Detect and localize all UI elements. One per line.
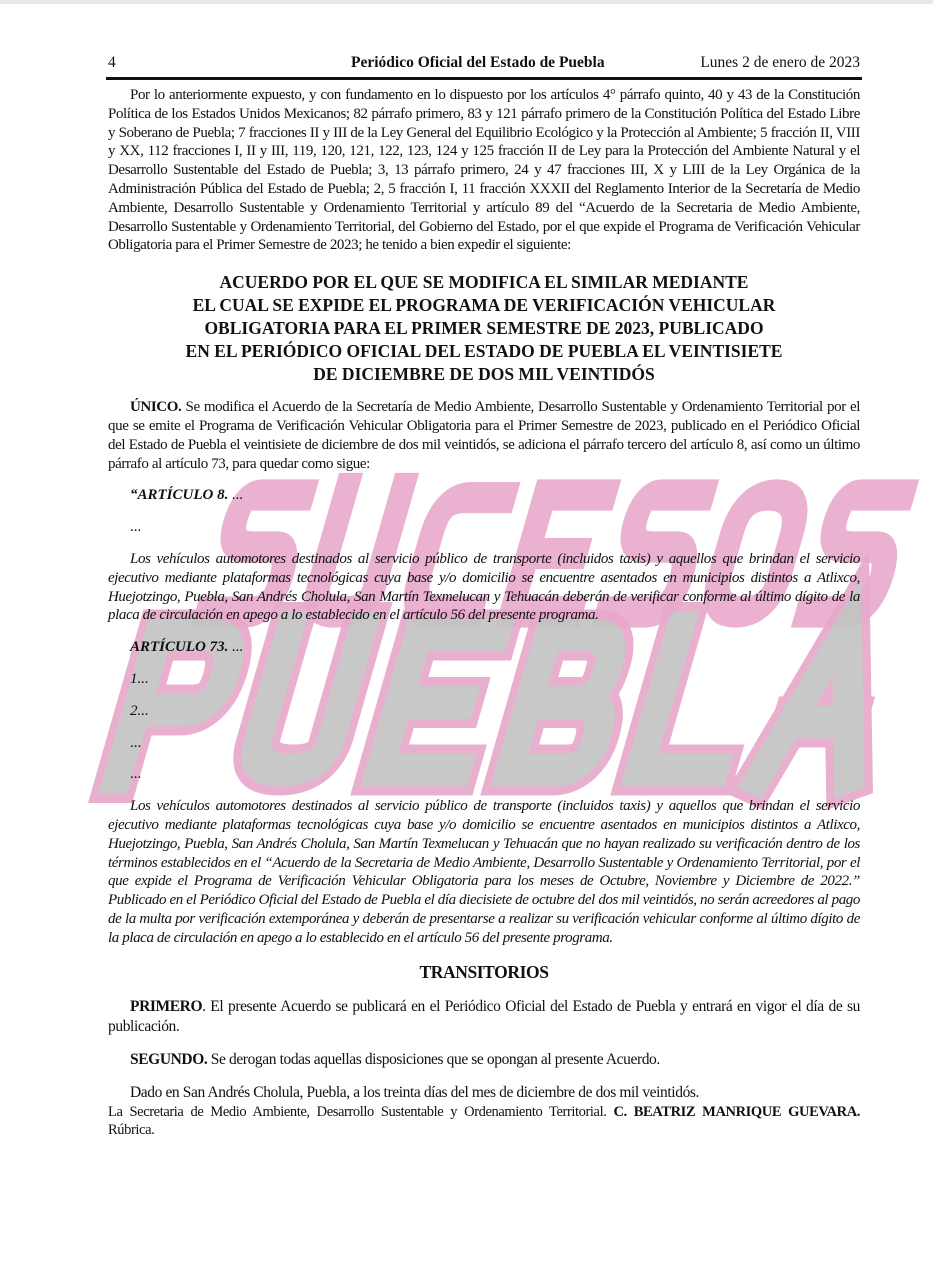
decree-title	[108, 271, 860, 386]
page-number: 4	[108, 54, 116, 71]
transitorios-heading: TRANSITORIOS	[419, 961, 549, 982]
unico-text: Se modifica el Acuerdo de la Secretaría de Medio Ambiente, Desarrollo Sustentable y Ordenamiento Territorial por el que se emite el Programa de Verificación Vehicular Obligatoria para el Primer Semestre de 2023, publicado en el Periódico Oficial del Estado de Puebla el veintisiete de diciembre de dos mil veintidós, se adiciona el párrafo tercero del artículo 8, así como un último párrafo al artículo 73, para quedar como sigue:	[108, 399, 860, 472]
title-line: EL CUAL SE EXPIDE EL PROGRAMA DE VERIFICACIÓN VEHICULAR	[192, 295, 776, 316]
signer-role: La Secretaria de Medio Ambiente, Desarrollo Sustentable y Ordenamiento Territorial.	[108, 1103, 614, 1120]
primero-paragraph	[108, 997, 860, 1037]
article-73-label: ARTÍCULO 73.	[130, 639, 229, 656]
article-73-heading	[108, 638, 860, 657]
segundo-label: SEGUNDO.	[130, 1050, 208, 1068]
article-8-label: “ARTÍCULO 8.	[130, 487, 229, 504]
fraction-item: ...	[130, 734, 142, 751]
segundo-paragraph	[108, 1050, 860, 1070]
unico-label: ÚNICO.	[130, 399, 182, 416]
intro-paragraph: Por lo anteriormente expuesto, y con fundamento en lo dispuesto por los artículos 4° párrafo quinto, 40 y 43 de la Constitución Política de los Estados Unidos Mexicanos; 82 párrafo primero, 83 y 121 párrafo primero de la Constitución Política del Estado Libre y Soberano de Puebla; 7 fracciones II y III de la Ley General del Equilibrio Ecológico y la Protección al Ambiente; 5 fracción II, VIII y XX, 112 fracciones I, II y III, 119, 120, 121, 122, 123, 124 y 125 fracción II de Ley para la Protección del Ambiente Natural y el Desarrollo Sustentable del Estado de Puebla; 3, 13 párrafo primero, 24 y 47 fracciones III, X y LIII de la Ley Orgánica de la Administración Pública del Estado de Puebla; 2, 5 fracción I, 11 fracción XXXII del Reglamento Interior de la Secretaría de Medio Ambiente, Desarrollo Sustentable y Ordenamiento Territorial y artículo 89 del “Acuerdo de la Secretaria de Medio Ambiente, Desarrollo Sustentable y Ordenamiento Territorial, del Gobierno del Estado, por el que expide el Programa de Verificación Vehicular Obligatoria para el Primer Semestre de 2023; he tenido a bien expedir el siguiente:	[108, 87, 860, 254]
dado-paragraph: Dado en San Andrés Cholula, Puebla, a los treinta días del mes de diciembre de dos mil veintidós.	[130, 1083, 700, 1101]
publication-date: Lunes 2 de enero de 2023	[700, 54, 860, 71]
document-body	[108, 0, 860, 1170]
primero-label: PRIMERO	[130, 997, 203, 1015]
publication-title: Periódico Oficial del Estado de Puebla	[351, 54, 605, 71]
primero-text: . El presente Acuerdo se publicará en el Periódico Oficial del Estado de Puebla y entrará en vigor el día de su publicación.	[108, 997, 860, 1035]
segundo-text: Se derogan todas aquellas disposiciones que se opongan al presente Acuerdo.	[207, 1050, 660, 1068]
signer-name: C. BEATRIZ MANRIQUE GUEVARA.	[613, 1103, 860, 1120]
fraction-item: 2...	[130, 702, 149, 719]
unico-paragraph	[108, 398, 860, 473]
signature-paragraph	[108, 1103, 860, 1140]
rubrica: Rúbrica.	[108, 1122, 155, 1138]
article-8-heading	[108, 486, 860, 505]
ellipsis: ...	[130, 519, 142, 536]
fraction-item: 1...	[130, 670, 149, 687]
title-line: EN EL PERIÓDICO OFICIAL DEL ESTADO DE PUEBLA EL VEINTISIETE	[185, 341, 783, 362]
ellipsis: ...	[228, 639, 244, 656]
article-73-paragraph: Los vehículos automotores destinados al servicio público de transporte (incluidos taxis) y aquellos que brindan el servicio ejecutivo mediante plataformas tecnológicas cuya base y/o domicilio se encuentre asentados en municipios distintos a Atlixco, Huejotzingo, Puebla, San Andrés Cholula, San Martín Texmelucan y Tehuacán que no hayan realizado su verificación dentro de los términos establecidos en el “Acuerdo de la Secretaria de Medio Ambiente, Desarrollo Sustentable y Ordenamiento Territorial, por el que expide el Programa de Verificación Vehicular Obligatoria para los meses de Octubre, Noviembre y Diciembre de 2022.” Publicado en el Periódico Oficial del Estado de Puebla el día diecisiete de octubre del dos mil veintidós, no serán acreedores al pago de la multa por verificación extemporánea y deberán de presentarse a realizar su verificación vehicular conforme al último dígito de la placa de circulación en apego a lo establecido en el artículo 56 del presente programa.	[108, 798, 860, 946]
title-line: DE DICIEMBRE DE DOS MIL VEINTIDÓS	[313, 364, 655, 385]
ellipsis: ...	[228, 487, 244, 504]
fraction-item: ...	[130, 766, 142, 783]
title-line: OBLIGATORIA PARA EL PRIMER SEMESTRE DE 2023, PUBLICADO	[204, 318, 764, 339]
title-line: ACUERDO POR EL QUE SE MODIFICA EL SIMILAR MEDIANTE	[219, 272, 749, 293]
article-8-paragraph: Los vehículos automotores destinados al servicio público de transporte (incluidos taxis) y aquellos que brindan el servicio ejecutivo mediante plataformas tecnológicas cuya base y/o domicilio se encuentre asentados en municipios distintos a Atlixco, Huejotzingo, Puebla, San Andrés Cholula, San Martín Texmelucan y Tehuacán deberán de verificar conforme al último dígito de la placa de circulación en apego a lo establecido en el artículo 56 del presente programa.	[108, 550, 860, 624]
